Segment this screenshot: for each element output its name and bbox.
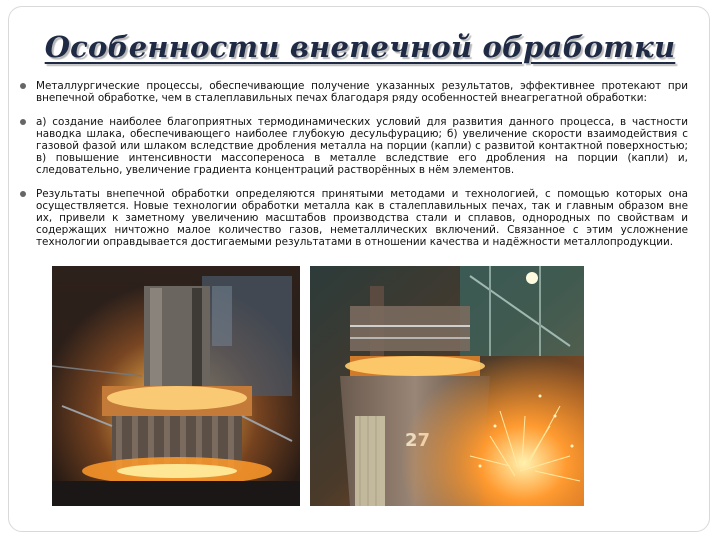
bullet-text: Металлургические процессы, обеспечивающие получение указанных результатов, эффективнее протекают при внепечной обработке, чем в сталеплавильных печах благодаря ряду особенностей внеагрегатной обработки: bbox=[36, 80, 688, 104]
bullet-item bbox=[18, 116, 688, 176]
bullet-dot-icon bbox=[20, 83, 26, 89]
bullet-text: а) создание наиболее благоприятных термодинамических условий для развития данного процесса, в частности наводка шлака, обеспечивающего наиболее глубокую десульфурацию; б) увеличение скорости взаимодействия с газовой фазой или шлаком вследствие дробления металла на порции (капли) с развитой контактной поверхностью; в) повышение интенсивности массопереноса в металле вследствие его дробления на порции (капли) и, следовательно, увеличение градиента концентраций растворённых в нём элементов. bbox=[36, 116, 688, 176]
bullet-item bbox=[18, 80, 688, 104]
bullet-list bbox=[18, 80, 688, 260]
bullet-dot-icon bbox=[20, 119, 26, 125]
bullet-item bbox=[18, 188, 688, 248]
photo-ladle-sparks bbox=[310, 266, 584, 506]
bullet-text: Результаты внепечной обработки определяются принятыми методами и технологией, с помощью которых она осуществляется. Новые технологии обработки металла как в сталеплавильных печах, так и главным образом вне их, привели к заметному увеличению масштабов производства стали и сплавов, однородных по свойствам и содержащих ничтожно малое количество газов, неметаллических включений. Связанное с этим усложнение технологии оправдывается достигаемыми результатами в отношении качества и надёжности металлопродукции. bbox=[36, 188, 688, 248]
bullet-dot-icon bbox=[20, 191, 26, 197]
photo-ladle-furnace bbox=[52, 266, 300, 506]
slide-title: Особенности внепечной обработки bbox=[44, 30, 676, 64]
